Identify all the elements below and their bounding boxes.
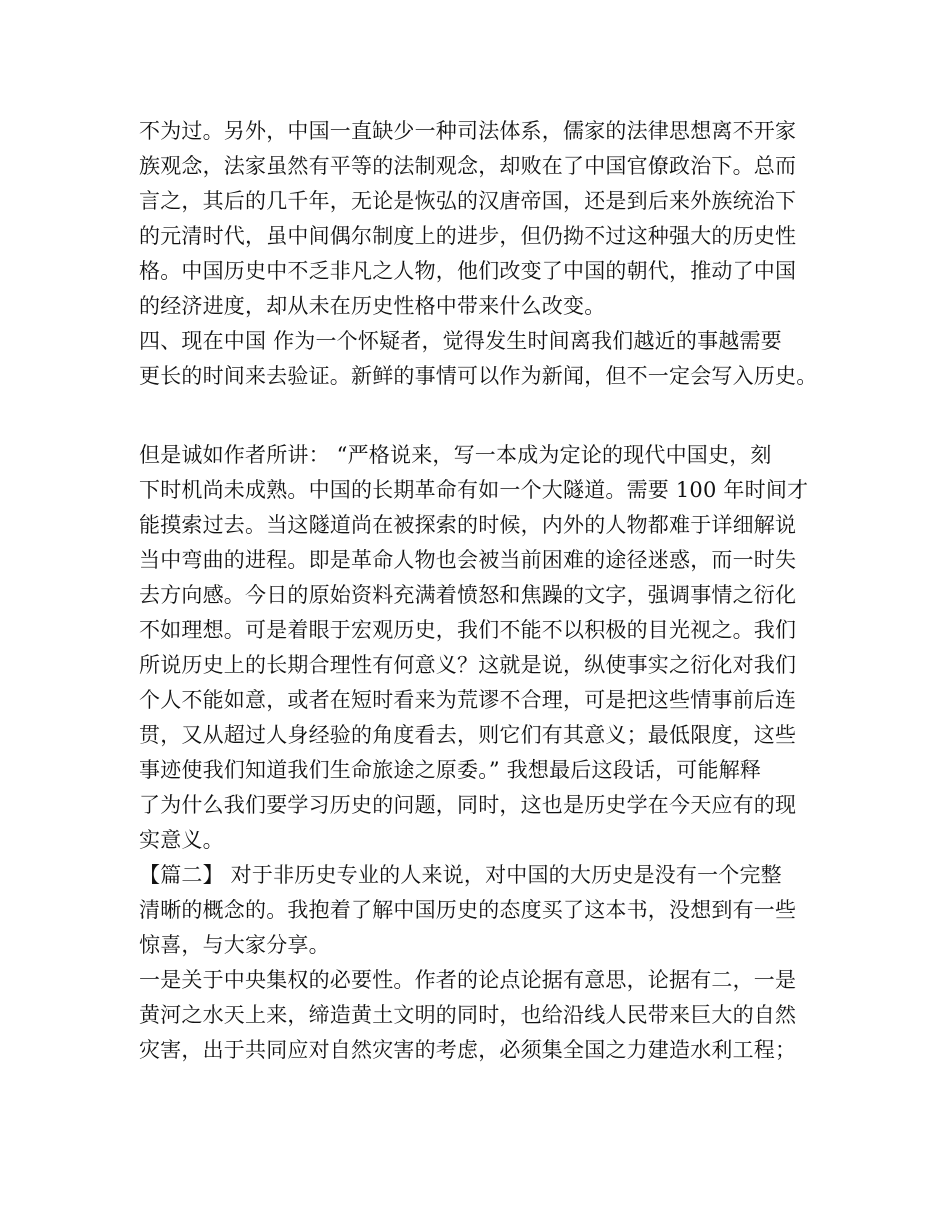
text-line: 个人不能如意，或者在短时看来为荒谬不合理，可是把这些情事前后连 — [139, 688, 797, 712]
text-line: 黄河之水天上来，缔造黄土文明的同时，也给沿线人民带来巨大的自然 — [139, 1003, 797, 1027]
text-line: 所说历史上的长期合理性有何意义？这就是说，纵使事实之衍化对我们 — [139, 653, 797, 677]
text-line: 族观念，法家虽然有平等的法制观念，却败在了中国官僚政治下。总而 — [139, 154, 797, 178]
text-line: 清晰的概念的。我抱着了解中国历史的态度买了这本书，没想到有一些 — [139, 898, 797, 922]
text-line: 贯，又从超过人身经验的角度看去，则它们有其意义；最低限度，这些 — [139, 723, 797, 747]
text-line: 的经济进度，却从未在历史性格中带来什么改变。 — [139, 294, 606, 318]
text-line: 格。中国历史中不乏非凡之人物，他们改变了中国的朝代，推动了中国 — [139, 259, 797, 283]
text-line: 的元清时代，虽中间偶尔制度上的进步，但仍拗不过这种强大的历史性 — [139, 224, 797, 248]
text-line: 四、现在中国 作为一个怀疑者，觉得发生时间离我们越近的事越需要 — [139, 329, 782, 353]
paragraph-1 — [139, 114, 839, 324]
text-line: 不为过。另外，中国一直缺少一种司法体系，儒家的法律思想离不开家 — [139, 119, 797, 143]
text-line: 惊喜，与大家分享。 — [139, 933, 330, 957]
paragraph-3 — [139, 438, 839, 858]
text-line: 一是关于中央集权的必要性。作者的论点论据有意思，论据有二，一是 — [139, 968, 797, 992]
text-line: 但是诚如作者所讲： “严格说来，写一本成为定论的现代中国史，刻 — [139, 443, 772, 467]
text-line: 当中弯曲的进程。即是革命人物也会被当前困难的途径迷惑，而一时失 — [139, 548, 797, 572]
text-line: 实意义。 — [139, 828, 224, 852]
text-line: 能摸索过去。当这隧道尚在被探索的时候，内外的人物都难于详细解说 — [139, 513, 797, 537]
text-line: 灾害，出于共同应对自然灾害的考虑，必须集全国之力建造水利工程； — [139, 1038, 797, 1062]
text-line: 事迹使我们知道我们生命旅途之原委。” 我想最后这段话，可能解释 — [139, 758, 762, 782]
paragraph-2 — [139, 324, 839, 394]
text-line: 去方向感。今日的原始资料充满着愤怒和焦躁的文字，强调事情之衍化 — [139, 583, 797, 607]
text-line: 不如理想。可是着眼于宏观历史，我们不能不以积极的目光视之。我们 — [139, 618, 797, 642]
paragraph-5 — [139, 963, 839, 1068]
text-line: 下时机尚未成熟。中国的长期革命有如一个大隧道。需要 100 年时间才 — [139, 478, 809, 502]
text-line: 了为什么我们要学习历史的问题，同时，这也是历史学在今天应有的现 — [139, 793, 797, 817]
text-line: 言之，其后的几千年，无论是恢弘的汉唐帝国，还是到后来外族统治下 — [139, 189, 797, 213]
paragraph-4 — [139, 858, 839, 963]
text-line: 更长的时间来去验证。新鲜的事情可以作为新闻，但不一定会写入历史。 — [139, 364, 818, 388]
text-line: 【篇二】 对于非历史专业的人来说，对中国的大历史是没有一个完整 — [139, 863, 782, 887]
